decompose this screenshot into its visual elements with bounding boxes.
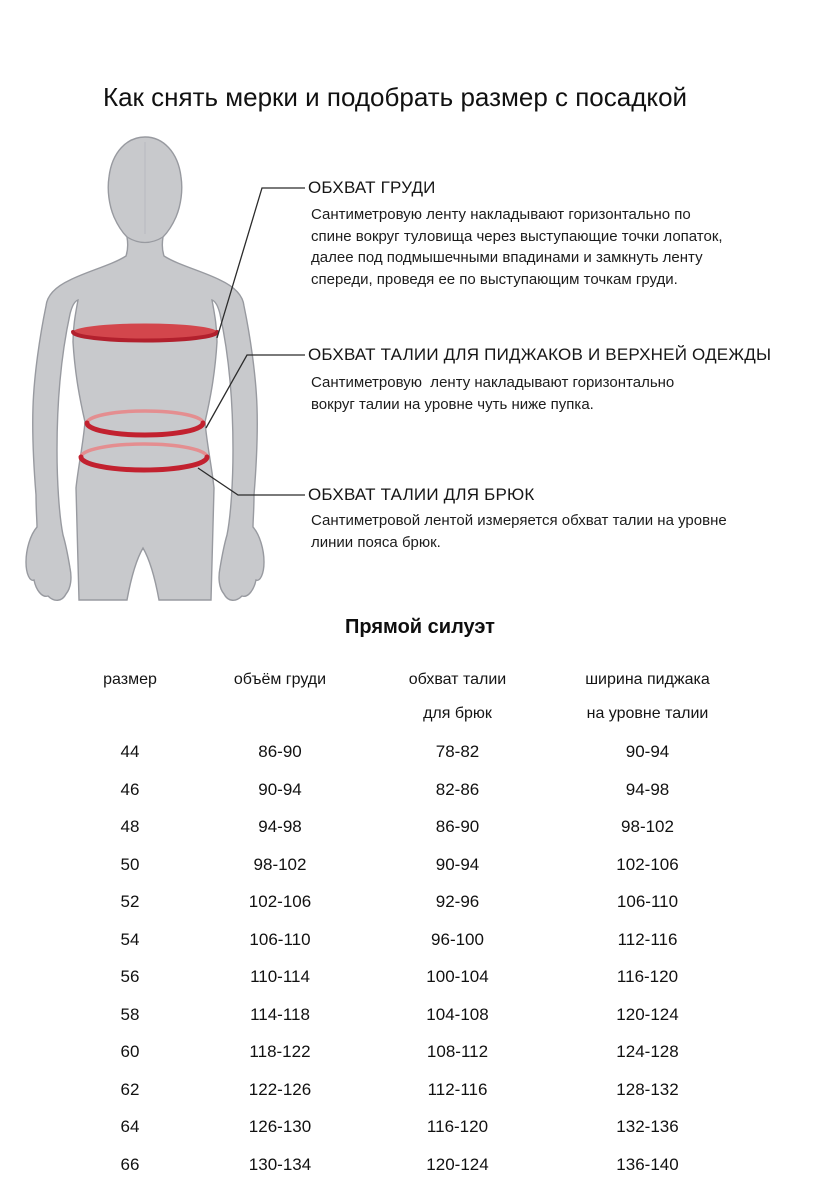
column-header-trouser-waist: обхват талии для брюк (408, 671, 507, 722)
table-cell: 128-132 (616, 1079, 679, 1099)
table-row (80, 1146, 760, 1184)
size-table-rows (80, 733, 760, 1183)
table-cell: 56 (120, 967, 140, 986)
table-cell: 82-86 (435, 779, 480, 799)
table-cell: 112-116 (617, 929, 678, 949)
table-row (80, 846, 760, 884)
table-row (80, 808, 760, 846)
table-cell: 52 (120, 892, 140, 911)
table-row (80, 1108, 760, 1146)
table-row (80, 883, 760, 921)
table-cell: 78-82 (435, 742, 480, 761)
table-cell: 94-98 (625, 779, 670, 799)
section-body-jacket-waist (311, 372, 674, 415)
table-cell: 136-140 (616, 1154, 679, 1174)
table-cell: 126-130 (248, 1117, 312, 1136)
table-cell: 98-102 (621, 817, 674, 836)
table-cell: 116-120 (426, 1117, 489, 1136)
table-cell: 50 (120, 854, 140, 874)
table-cell: 130-134 (248, 1154, 312, 1174)
table-cell: 60 (120, 1042, 140, 1061)
section-heading-jacket-waist: ОБХВАТ ТАЛИИ ДЛЯ ПИДЖАКОВ И ВЕРХНЕЙ ОДЕЖДЫ (308, 345, 772, 364)
table-cell: 114-118 (250, 1004, 310, 1024)
body-line: Сантиметровой лентой измеряется обхват талии на уровне (311, 512, 727, 529)
chest-band (73, 324, 217, 341)
section-body-chest (311, 204, 723, 290)
body-line: спине вокруг туловища через выступающие точки лопаток, (311, 227, 723, 245)
body-line: линии пояса брюк. (311, 533, 441, 551)
table-cell: 100-104 (426, 967, 489, 986)
table-cell: 44 (120, 742, 140, 761)
body-line: далее под подмышечными впадинами и замкнуть ленту (311, 249, 703, 267)
table-cell: 108-112 (426, 1042, 489, 1061)
table-row (80, 921, 760, 959)
body-line: спереди, проведя ее по выступающим точкам груди. (311, 270, 678, 288)
table-cell: 120-124 (616, 1004, 679, 1024)
table-cell: 110-114 (250, 967, 310, 986)
table-cell: 96-100 (431, 929, 484, 949)
column-header-chest: объём груди (233, 671, 327, 688)
table-cell: 122-126 (248, 1079, 312, 1099)
table-cell: 98-102 (253, 854, 307, 874)
table-row (80, 733, 760, 771)
table-cell: 54 (120, 929, 140, 949)
table-cell: 86-90 (258, 742, 302, 761)
table-cell: 64 (120, 1117, 140, 1136)
body-line: вокруг талии на уровне чуть ниже пупка. (311, 395, 594, 413)
table-cell: 124-128 (616, 1042, 679, 1061)
table-cell: 104-108 (426, 1004, 489, 1024)
section-heading-trouser-waist: ОБХВАТ ТАЛИИ ДЛЯ БРЮК (308, 485, 535, 504)
table-cell: 112-116 (427, 1079, 488, 1099)
table-cell: 94-98 (258, 817, 302, 836)
table-cell: 106-110 (616, 892, 679, 911)
table-row (80, 1033, 760, 1071)
column-header-size: размер (103, 671, 157, 688)
size-table-title: Прямой силуэт (345, 616, 495, 638)
table-cell: 102-106 (616, 854, 679, 874)
column-header-jacket-width: ширина пиджака на уровне талии (585, 671, 710, 722)
table-cell: 92-96 (435, 892, 480, 911)
table-row (80, 996, 760, 1034)
table-cell: 86-90 (435, 817, 480, 836)
size-table-header (80, 665, 760, 733)
table-row (80, 1071, 760, 1109)
table-cell: 120-124 (426, 1154, 489, 1174)
table-cell: 116-120 (616, 967, 679, 986)
table-cell: 62 (120, 1079, 140, 1099)
table-cell: 90-94 (625, 742, 670, 761)
table-cell: 102-106 (248, 892, 312, 911)
body-line: Сантиметровую ленту накладывают горизонтально по (311, 206, 691, 223)
table-cell: 48 (120, 817, 140, 836)
table-cell: 118-122 (249, 1042, 311, 1061)
section-body-trouser-waist (311, 510, 727, 553)
table-cell: 90-94 (258, 779, 302, 799)
table-cell: 132-136 (616, 1117, 679, 1136)
table-cell: 66 (120, 1154, 140, 1174)
body-line: Сантиметровую ленту накладывают горизонтально (311, 374, 675, 391)
table-row (80, 958, 760, 996)
section-heading-chest: ОБХВАТ ГРУДИ (308, 178, 436, 197)
page-title: Как снять мерки и подобрать размер с посадкой (102, 82, 688, 112)
table-row (80, 771, 760, 809)
table-cell: 106-110 (249, 929, 311, 949)
table-cell: 58 (120, 1004, 140, 1024)
table-cell: 46 (120, 779, 140, 799)
table-cell: 90-94 (435, 854, 480, 874)
